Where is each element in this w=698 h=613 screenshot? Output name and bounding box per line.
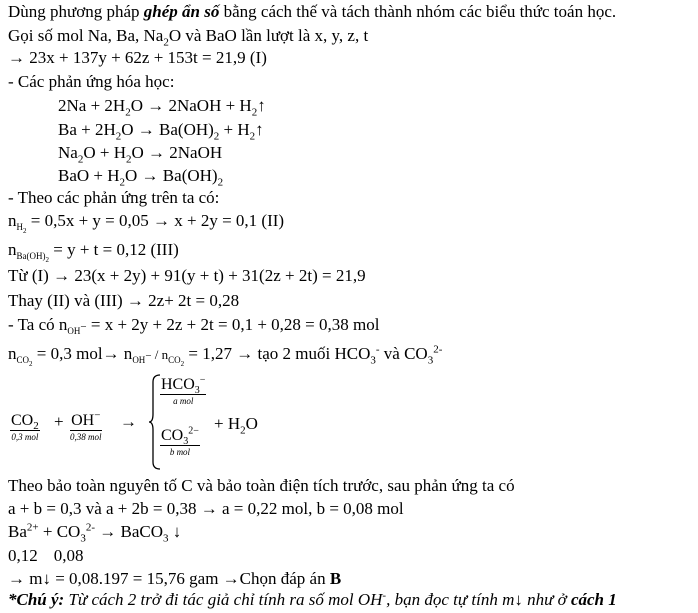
theo-header: - Theo các phản ứng trên ta có: [8, 188, 220, 207]
mass-line: → m↓ = 0,08.197 = 15,76 gam →Chọn đáp án B [8, 569, 342, 588]
equation-i: → 23x + 137y + 62z + 153t = 21,9 (I) [8, 48, 267, 67]
reaction-2: $Ba + 2H_2O \to Ba(OH)_2$ + $H_2↑$ [58, 120, 264, 143]
hco3-product: $HCO_3^-$ a mol [161, 374, 206, 406]
water-product: + $H_2O$ [214, 414, 258, 437]
answer-letter: B [329, 569, 342, 588]
intro-pre: Dùng phương pháp [8, 2, 144, 21]
conservation-line: Theo bảo toàn nguyên tố C và bảo toàn điện tích trước, sau phản ứng ta có [8, 476, 515, 495]
amounts-line: 0,12 0,08 [8, 546, 84, 565]
oh-line: - Ta có $n_{OH^-} = x + 2y + 2z + 2t = 0,1 + 0,28 = 0,38$ mol [8, 315, 380, 337]
oh-reactant: OH− 0,38 mol [70, 409, 102, 442]
co2-reactant: $CO_2$ 0,3 mol [11, 412, 39, 442]
equation-ii: $n_{H_2} = 0,5x + y = 0,05 \to x + 2y = 0,1$ (II) [8, 211, 285, 236]
reaction-4: BaO + $H_2O \to Ba(OH)_2$ [58, 166, 224, 189]
let-line [8, 26, 369, 49]
co2-line: $n_{CO_2} = 0,3$ $mol\to n_{OH^-} / n_{CO_2} = 1,27$ → tạo 2 muối $HCO_3^-$ và $CO_3^{2-}$ [8, 343, 443, 369]
note-line: *Chú ý: Từ cách 2 trở đi tác giả chỉ tính ra số mol OH-, bạn đọc tự tính m↓ như ở cách 1 [8, 589, 617, 609]
reaction-3: $Na_2O + H_2O$ → 2NaOH [58, 143, 223, 166]
let-end: O và BaO lần lượt là x, y, z, t [168, 26, 369, 45]
let-text: Gọi số mol Na, Ba, Na [8, 26, 164, 45]
reaction-scheme [0, 372, 698, 472]
from-line: Từ (I) → 23(x + 2y) + 91(y + t) + 31(2z + 2t) = 21,9 [8, 266, 366, 285]
ab-line: a + b = 0,3 và a + 2b = 0,38 → a = 0,22 mol, b = 0,08 mol [8, 499, 404, 518]
intro-post: bằng cách thế và tách thành nhóm các biểu thức toán học. [219, 2, 617, 21]
substitute-line: Thay (II) và (III) → 2z+ 2t = 0,28 [8, 291, 240, 310]
plus-sign: + [54, 412, 64, 431]
note-label: *Chú ý: [8, 590, 65, 609]
co3-product: $CO_3^{2-}$ b mol [161, 425, 199, 457]
reaction-1: $2Na + 2H_2O$ → 2NaOH + $H_2↑$ [58, 96, 266, 119]
let-sub: 2 [163, 36, 169, 49]
intro-line [8, 2, 616, 22]
intro-method: ghép ẩn số [143, 2, 220, 21]
scheme-arrow: → [120, 412, 137, 431]
reactions-header: - Các phản ứng hóa học: [8, 72, 175, 91]
equation-iii: $n_{Ba(OH)_2} = y + t = 0,12$ (III) [8, 240, 179, 265]
precipitation-line: $Ba^{2+} + CO_3^{2-}$ → BaCO$_3$ ↓ [8, 521, 182, 545]
